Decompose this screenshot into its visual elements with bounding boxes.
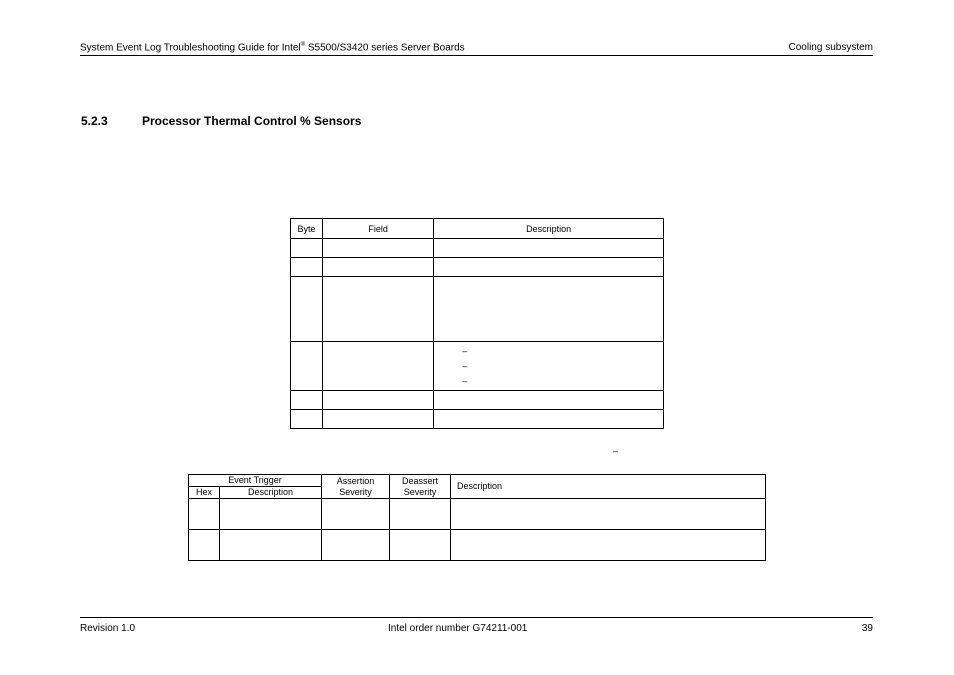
byte-header: Byte bbox=[291, 219, 323, 239]
table-cell bbox=[434, 258, 664, 277]
dash-item: – bbox=[462, 360, 468, 371]
table-cell bbox=[434, 239, 664, 258]
table-cell bbox=[434, 391, 664, 410]
table-row bbox=[291, 239, 664, 258]
table-row bbox=[291, 258, 664, 277]
trigger-description-header: Description bbox=[220, 487, 322, 499]
table-cell bbox=[434, 277, 664, 342]
header-line: Deassert bbox=[401, 475, 438, 486]
table-cell bbox=[291, 342, 323, 391]
table-cell bbox=[220, 499, 322, 530]
table-cell bbox=[322, 530, 390, 561]
table-cell bbox=[390, 499, 451, 530]
title-text-suffix: S5500/S3420 series Server Boards bbox=[305, 42, 465, 54]
event-trigger-header: Event Trigger bbox=[189, 475, 322, 487]
section-number: 5.2.3 bbox=[81, 114, 108, 128]
table-cell bbox=[322, 258, 433, 277]
description-header: Description bbox=[434, 219, 664, 239]
table-cell bbox=[189, 499, 220, 530]
assertion-severity-header bbox=[322, 475, 390, 499]
table-cell bbox=[434, 342, 664, 391]
table-cell bbox=[322, 391, 433, 410]
dash-item: – bbox=[462, 345, 468, 356]
section-title: Processor Thermal Control % Sensors bbox=[142, 114, 362, 128]
table-header-row bbox=[189, 475, 766, 487]
table-cell bbox=[291, 277, 323, 342]
title-text: System Event Log Troubleshooting Guide for Intel bbox=[80, 42, 301, 54]
table-cell bbox=[434, 410, 664, 429]
table-cell bbox=[451, 530, 766, 561]
header-line: Assertion bbox=[336, 475, 375, 486]
chapter-name: Cooling subsystem bbox=[788, 42, 873, 53]
table-cell bbox=[322, 342, 433, 391]
table-cell bbox=[189, 530, 220, 561]
table-row bbox=[291, 277, 664, 342]
hex-header: Hex bbox=[189, 487, 220, 499]
table-row bbox=[189, 499, 766, 530]
document-title bbox=[80, 42, 465, 53]
table-cell bbox=[291, 391, 323, 410]
table-row bbox=[291, 391, 664, 410]
page-header bbox=[80, 42, 873, 56]
dash-item: – bbox=[462, 375, 468, 386]
dash-list bbox=[434, 344, 663, 389]
table-cell bbox=[220, 530, 322, 561]
table-cell bbox=[390, 530, 451, 561]
table-header-row bbox=[291, 219, 664, 239]
page-number: 39 bbox=[861, 623, 873, 634]
table-cell bbox=[451, 499, 766, 530]
table-cell bbox=[322, 239, 433, 258]
page-footer bbox=[80, 617, 873, 634]
table-row bbox=[291, 342, 664, 391]
header-line: Severity bbox=[339, 486, 372, 497]
order-number: Intel order number G74211-001 bbox=[388, 623, 528, 634]
event-trigger-table bbox=[188, 474, 766, 561]
stray-dash: – bbox=[613, 446, 619, 456]
header-line: Severity bbox=[403, 486, 437, 497]
registered-mark: ® bbox=[300, 42, 306, 48]
table-cell bbox=[322, 277, 433, 342]
section-heading bbox=[81, 114, 361, 128]
description-header: Description bbox=[451, 475, 766, 499]
table-cell bbox=[291, 239, 323, 258]
table-cell bbox=[322, 410, 433, 429]
revision-label: Revision 1.0 bbox=[80, 623, 136, 634]
table-row bbox=[189, 530, 766, 561]
table-cell bbox=[322, 499, 390, 530]
sensor-byte-table bbox=[290, 218, 664, 429]
field-header: Field bbox=[322, 219, 433, 239]
table-cell bbox=[291, 258, 323, 277]
table-row bbox=[291, 410, 664, 429]
table-cell bbox=[291, 410, 323, 429]
deassert-severity-header bbox=[390, 475, 451, 499]
